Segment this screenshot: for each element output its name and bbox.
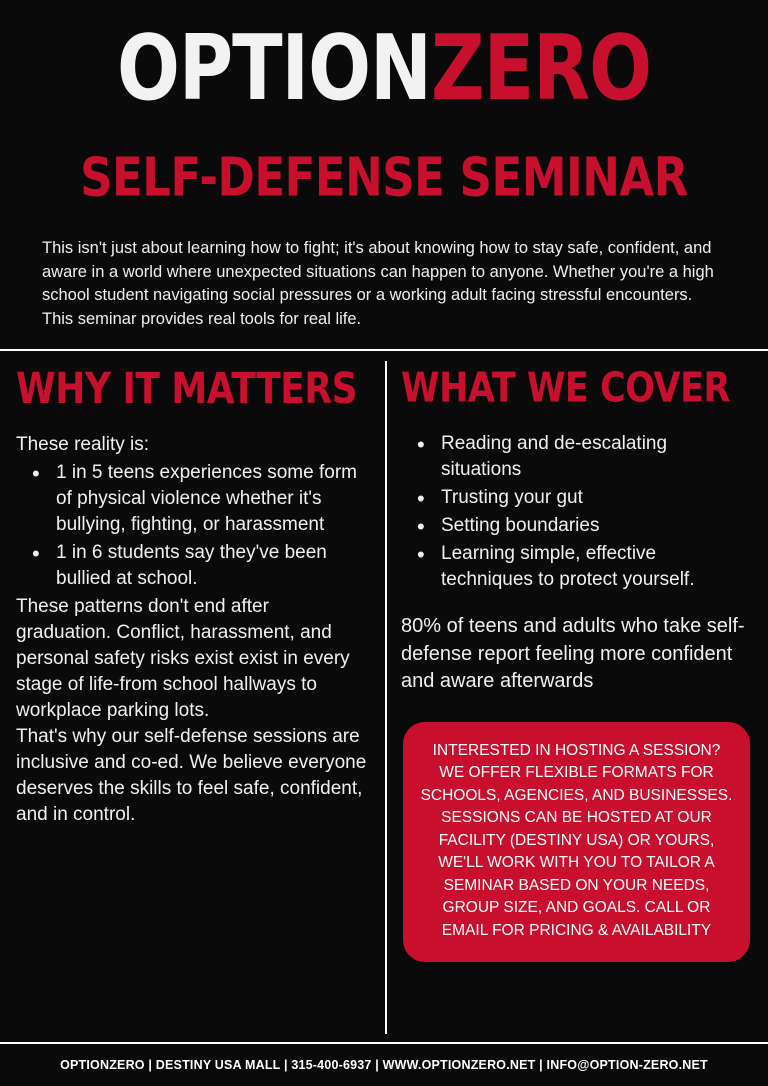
list-item: • 1 in 6 students say they've been bullied at school. bbox=[16, 540, 369, 592]
page-title: SELF-DEFENSE SEMINAR bbox=[80, 146, 688, 209]
cta-box[interactable] bbox=[403, 722, 750, 962]
poster-footer bbox=[0, 1042, 768, 1086]
why-paragraph-1: These patterns don't end after graduation. Conflict, harassment, and personal safety risks exist exist in every stage of life-from school hallways to workplace parking lots. bbox=[16, 596, 350, 722]
column-why-it-matters bbox=[0, 365, 385, 1042]
brand-logo bbox=[20, 16, 748, 122]
column-what-we-cover bbox=[385, 365, 768, 1042]
list-item: • 1 in 5 teens experiences some form of physical violence whether it's bullying, fighting, or harassment bbox=[16, 460, 369, 538]
why-bullet-list bbox=[16, 460, 369, 592]
list-item: • Setting boundaries bbox=[401, 513, 752, 539]
content-columns bbox=[0, 351, 768, 1042]
column-title-cover: WHAT WE COVER bbox=[401, 364, 730, 413]
brand-logo-option: OPTION bbox=[116, 16, 431, 122]
poster-header bbox=[0, 0, 768, 331]
statistic-text: 80% of teens and adults who take self-defense report feeling more confident and aware afterwards bbox=[401, 615, 745, 693]
list-item: • Trusting your gut bbox=[401, 485, 752, 511]
cta-text: INTERESTED IN HOSTING A SESSION? WE OFFER FLEXIBLE FORMATS FOR SCHOOLS, AGENCIES, AND BUSINESSES. SESSIONS CAN BE HOSTED AT OUR FACILITY (DESTINY USA) OR YOURS, WE'LL WORK WITH YOU TO TAILOR A SEMINAR BASED ON YOUR NEEDS, GROUP SIZE, AND GOALS. CALL OR EMAIL FOR PRICING & AVAILABILITY bbox=[420, 741, 733, 939]
list-item: • Reading and de-escalating situations bbox=[401, 431, 752, 483]
cover-bullet-list bbox=[401, 431, 752, 593]
why-lead-text: These reality is: bbox=[16, 433, 150, 455]
intro-paragraph: This isn't just about learning how to fight; it's about knowing how to stay safe, confident, and aware in a world where unexpected situations can happen to anyone. Whether you're a high school student navigating social pressures or a working adult facing stressful encounters. This seminar provides real tools for real life. bbox=[42, 239, 714, 328]
column-title-why: WHY IT MATTERS bbox=[16, 364, 357, 414]
brand-logo-zero: ZERO bbox=[430, 16, 652, 122]
list-item: • Learning simple, effective techniques to protect yourself. bbox=[401, 541, 752, 593]
why-paragraph-2: That's why our self-defense sessions are inclusive and co-ed. We believe everyone deserves the skills to feel safe, confident, and in control. bbox=[16, 726, 367, 826]
footer-contact-text: OPTIONZERO | DESTINY USA MALL | 315-400-6937 | WWW.OPTIONZERO.NET | INFO@OPTION-ZERO.NET bbox=[60, 1058, 708, 1072]
column-divider bbox=[385, 361, 387, 1034]
